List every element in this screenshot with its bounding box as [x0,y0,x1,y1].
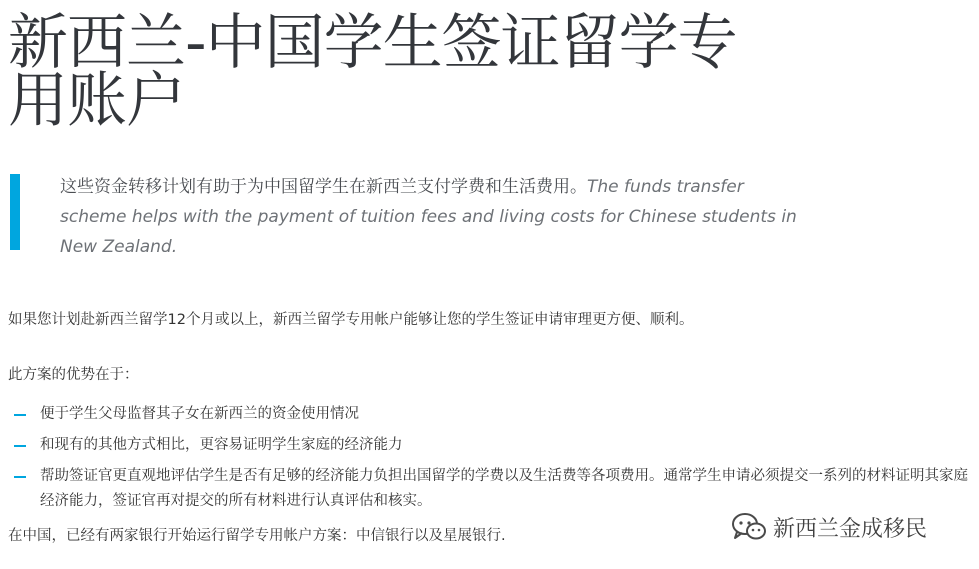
quote-text [60,172,800,262]
dash-bullet-icon [14,476,26,478]
dash-bullet-icon [14,414,26,416]
list-item [8,402,968,427]
quote-zh: 这些资金转移计划有助于为中国留学生在新西兰支付学费和生活费用。 [60,177,587,197]
intro-quote [10,172,800,257]
list-item [8,433,968,458]
list-item-text: 便于学生父母监督其子女在新西兰的资金使用情况 [40,406,359,422]
dash-bullet-icon [14,445,26,447]
watermark-text: 新西兰金成移民 [773,516,928,542]
list-item-text: 和现有的其他方式相比，更容易证明学生家庭的经济能力 [40,437,403,453]
advantages-heading: 此方案的优势在于： [8,367,139,383]
list-item-text: 帮助签证官更直观地评估学生是否有足够的经济能力负担出国留学的学费以及生活费等各项费用。通常学生申请必须提交一系列的材料证明其家庭经济能力，签证官再对提交的所有材料进行认真评估和核实。 [40,468,968,509]
list-item [8,464,968,514]
quote-accent-bar [10,174,20,250]
advantages-list [8,402,968,520]
wechat-icon [731,512,767,542]
page-title: 新西兰-中国学生签证留学专用账户 [8,8,737,136]
banks-paragraph: 在中国，已经有两家银行开始运行留学专用帐户方案：中信银行以及星展银行. [8,528,506,544]
quote-en: The funds transfer scheme helps with the payment of tuition fees and living costs for Chinese students in New Zealand. [60,177,797,257]
watermark [731,512,927,542]
intro-paragraph: 如果您计划赴新西兰留学12个月或以上，新西兰留学专用帐户能够让您的学生签证申请审理更方便、顺利。 [8,312,694,328]
